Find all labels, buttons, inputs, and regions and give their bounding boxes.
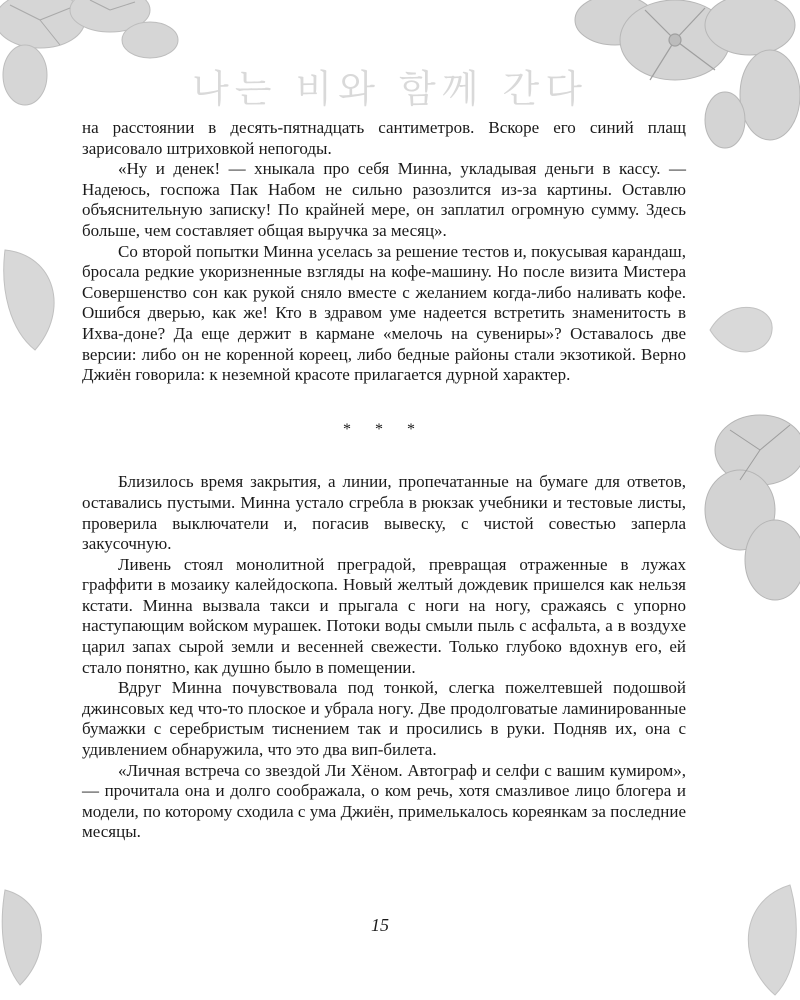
flower-right-icon [680,410,800,610]
petal-right-mid-icon [700,295,780,365]
flower-corner-top-left-icon [0,0,190,110]
paragraph: Со второй попытки Минна уселась за решение тестов и, покусывая карандаш, бросала редкие укоризненные взгляды на кофе-машину. Но после визита Мистера Совершенство сон как рукой сняло вместе с желанием когда-либо наливать кофе. Ошибся дверью, как же! Кто в здравом уме надеется встретить знаменитость в Ихва-доне? Да еще держит в кармане «мелочь на сувениры»? Оставалось две версии: либо он не коренной кореец, либо бедные районы стали экзотикой. Верно Джиён говорила: к неземной красоте прилагается дурной характер. [82,241,686,385]
section-break: * * * [343,420,425,438]
running-header: 나는 비와 함께 간다 [192,67,588,111]
paragraph: «Личная встреча со звездой Ли Хёном. Автограф и селфи с вашим кумиром», — прочитала она и долго соображала, о ком речь, хотя смазливое лицо блогера и модели, по которому сходила с ума Джиён, примелькалось кореянкам за последние месяцы. [82,760,686,842]
petal-bottom-left-icon [0,880,60,990]
paragraph: «Ну и денек! — хныкала про себя Минна, укладывая деньги в кассу. — Надеюсь, госпожа Пак Набом не сильно разозлится из-за картины. Оставлю объяснительную записку! По крайней мере, он заплатил огромную сумму. Здесь больше, чем составляет общая выручка за месяц». [82,159,686,240]
page-number: 15 [371,915,389,935]
body-text [82,118,686,843]
paragraph: на расстоянии в десять-пятнадцать сантиметров. Вскоре его синий плащ зарисовало штриховкой непогоды. [82,118,686,158]
petal-left-icon [0,240,80,360]
paragraph: Ливень стоял монолитной преградой, превращая отраженные в лужах граффити в мозаику калейдоскопа. Новый желтый дождевик пришелся как нельзя кстати. Минна вызвала такси и прыгала с ноги на ногу, сражаясь с упорно наступающим войском мурашек. Потоки воды смыли пыль с асфальта, а в воздухе царил запах сырой земли и весенней свежести. Только глубоко вдохнув его, ей стало понятно, как душно было в помещении. [82,554,686,677]
petal-bottom-right-icon [720,880,800,1000]
paragraph: Близилось время закрытия, а линии, пропечатанные на бумаге для ответов, оставались пустыми. Минна устало сгребла в рюкзак учебники и тестовые листы, проверила выключатели и, погасив вывеску, с чистой совестью заперла закусочную. [82,472,686,554]
paragraph: Вдруг Минна почувствовала под тонкой, слегка пожелтевшей подошвой джинсовых кед что-то плоское и убрала ногу. Две продолговатые ламинированные бумажки с серебристым тиснением так и просились в руки. Подняв их, она с удивлением обнаружила, что это два вип-билета. [82,678,686,760]
